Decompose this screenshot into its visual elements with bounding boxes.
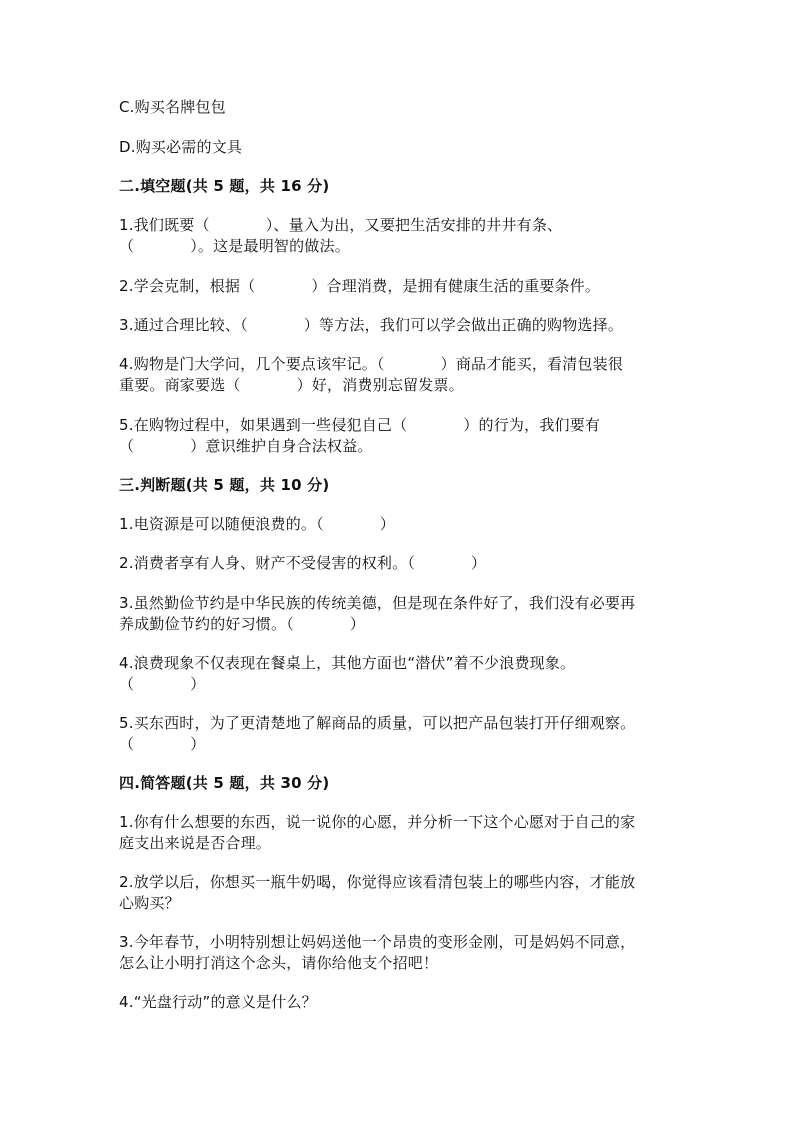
judge-q1: 1.电资源是可以随便浪费的。（ ） — [119, 515, 396, 533]
judge-section-heading: 三.判断题(共 5 题，共 10 分) — [119, 476, 330, 494]
short-q1-line1: 1.你有什么想要的东西，说一说你的心愿，并分析一下这个心愿对于自己的家 — [119, 813, 636, 831]
short-q1-line2: 庭支出来说是否合理。 — [119, 834, 272, 852]
option-c: C.购买名牌包包 — [119, 98, 226, 116]
judge-q2: 2.消费者享有人身、财产不受侵害的权利。（ ） — [119, 554, 487, 572]
fill-q4-line2: 重要。商家要选（ ）好，消费别忘留发票。 — [119, 376, 464, 394]
fill-q4-line1: 4.购物是门大学问，几个要点该牢记。（ ）商品才能买，看清包装很 — [119, 355, 624, 373]
short-q4: 4.“光盘行动”的意义是什么？ — [119, 993, 317, 1011]
fill-q3: 3.通过合理比较、（ ）等方法，我们可以学会做出正确的购物选择。 — [119, 316, 624, 334]
judge-q4-line2: （ ） — [119, 675, 206, 693]
judge-q5-line2: （ ） — [119, 735, 206, 753]
fill-q1-line2: （ ）。这是最明智的做法。 — [119, 237, 350, 255]
judge-q3-line1: 3.虽然勤俭节约是中华民族的传统美德，但是现在条件好了，我们没有必要再 — [119, 594, 636, 612]
judge-q5-line1: 5.买东西时，为了更清楚地了解商品的质量，可以把产品包装打开仔细观察。 — [119, 714, 636, 732]
judge-q4-line1: 4.浪费现象不仅表现在餐桌上，其他方面也“潜伏”着不少浪费现象。 — [119, 654, 576, 672]
fill-q2: 2.学会克制，根据（ ）合理消费，是拥有健康生活的重要条件。 — [119, 277, 601, 295]
fill-q5-line1: 5.在购物过程中，如果遇到一些侵犯自己（ ）的行为，我们要有 — [119, 416, 601, 434]
judge-q3-line2: 养成勤俭节约的好习惯。（ ） — [119, 615, 366, 633]
fill-q5-line2: （ ）意识维护自身合法权益。 — [119, 437, 373, 455]
fill-q1-line1: 1.我们既要（ ）、量入为出，又要把生活安排的井井有条、 — [119, 216, 563, 234]
short-q2-line1: 2.放学以后，你想买一瓶牛奶喝，你觉得应该看清包装上的哪些内容，才能放 — [119, 873, 636, 891]
short-section-heading: 四.简答题(共 5 题，共 30 分) — [119, 774, 330, 792]
short-q3-line1: 3.今年春节，小明特别想让妈妈送他一个昂贵的变形金刚，可是妈妈不同意， — [119, 933, 636, 951]
short-q2-line2: 心购买？ — [119, 894, 180, 912]
option-d: D.购买必需的文具 — [119, 138, 243, 156]
short-q3-line2: 怎么让小明打消这个念头，请你给他支个招吧！ — [119, 954, 439, 972]
fill-section-heading: 二.填空题(共 5 题，共 16 分) — [119, 177, 330, 195]
